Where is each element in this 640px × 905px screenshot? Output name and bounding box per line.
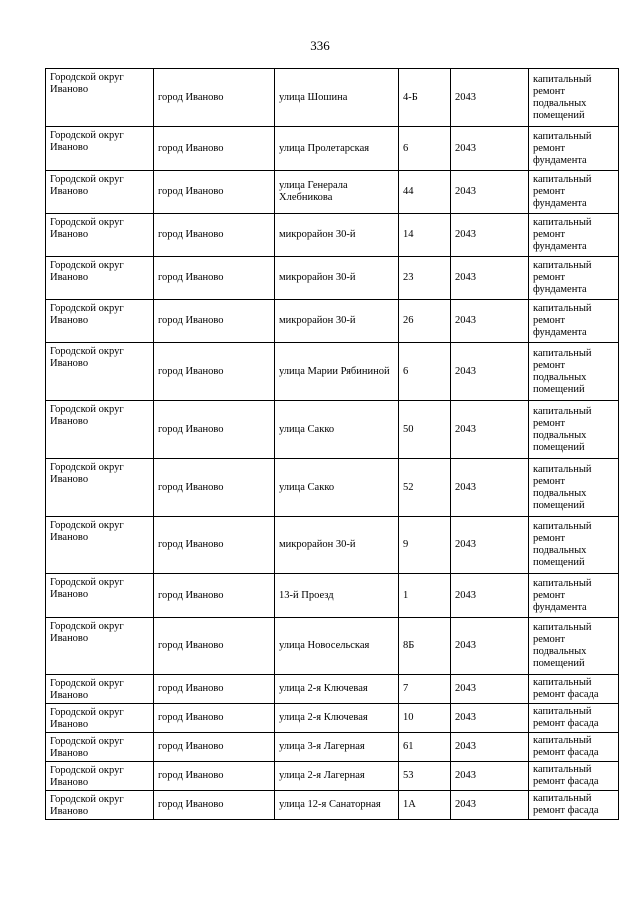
- work-type-cell: капитальный ремонт подвальных помещений: [529, 459, 619, 517]
- street-cell: улица 2-я Ключевая: [275, 675, 399, 704]
- locality-cell: город Иваново: [154, 574, 275, 618]
- year-cell: 2043: [451, 733, 529, 762]
- district-cell: Городской округ Иваново: [46, 214, 154, 257]
- house-number-cell: 1А: [399, 791, 451, 820]
- work-type-cell: капитальный ремонт фасада: [529, 704, 619, 733]
- street-cell: 13-й Проезд: [275, 574, 399, 618]
- house-number-cell: 6: [399, 127, 451, 171]
- locality-cell: город Иваново: [154, 127, 275, 171]
- street-cell: улица Сакко: [275, 459, 399, 517]
- year-cell: 2043: [451, 171, 529, 214]
- street-cell: улица Марии Рябининой: [275, 343, 399, 401]
- house-number-cell: 9: [399, 517, 451, 574]
- year-cell: 2043: [451, 704, 529, 733]
- locality-cell: город Иваново: [154, 459, 275, 517]
- work-type-cell: капитальный ремонт фундамента: [529, 300, 619, 343]
- locality-cell: город Иваново: [154, 300, 275, 343]
- work-type-cell: капитальный ремонт фундамента: [529, 171, 619, 214]
- district-cell: Городской округ Иваново: [46, 733, 154, 762]
- repair-schedule-table: [45, 68, 619, 820]
- district-cell: Городской округ Иваново: [46, 791, 154, 820]
- table-row: [46, 762, 619, 791]
- table-row: [46, 675, 619, 704]
- year-cell: 2043: [451, 618, 529, 675]
- year-cell: 2043: [451, 214, 529, 257]
- year-cell: 2043: [451, 574, 529, 618]
- work-type-cell: капитальный ремонт фасада: [529, 675, 619, 704]
- street-cell: микрорайон 30-й: [275, 517, 399, 574]
- work-type-cell: капитальный ремонт фундамента: [529, 127, 619, 171]
- work-type-cell: капитальный ремонт фундамента: [529, 574, 619, 618]
- table-row: [46, 574, 619, 618]
- house-number-cell: 52: [399, 459, 451, 517]
- street-cell: микрорайон 30-й: [275, 214, 399, 257]
- house-number-cell: 14: [399, 214, 451, 257]
- district-cell: Городской округ Иваново: [46, 300, 154, 343]
- house-number-cell: 50: [399, 401, 451, 459]
- district-cell: Городской округ Иваново: [46, 618, 154, 675]
- locality-cell: город Иваново: [154, 675, 275, 704]
- year-cell: 2043: [451, 401, 529, 459]
- work-type-cell: капитальный ремонт фасада: [529, 762, 619, 791]
- table-row: [46, 214, 619, 257]
- year-cell: 2043: [451, 343, 529, 401]
- street-cell: микрорайон 30-й: [275, 300, 399, 343]
- district-cell: Городской округ Иваново: [46, 69, 154, 127]
- locality-cell: город Иваново: [154, 791, 275, 820]
- page-number: 336: [310, 38, 330, 53]
- street-cell: улица Генерала Хлебникова: [275, 171, 399, 214]
- work-type-cell: капитальный ремонт подвальных помещений: [529, 401, 619, 459]
- locality-cell: город Иваново: [154, 733, 275, 762]
- work-type-cell: капитальный ремонт подвальных помещений: [529, 69, 619, 127]
- district-cell: Городской округ Иваново: [46, 171, 154, 214]
- street-cell: улица Новосельская: [275, 618, 399, 675]
- work-type-cell: капитальный ремонт фасада: [529, 733, 619, 762]
- work-type-cell: капитальный ремонт фасада: [529, 791, 619, 820]
- locality-cell: город Иваново: [154, 343, 275, 401]
- district-cell: Городской округ Иваново: [46, 517, 154, 574]
- street-cell: улица Сакко: [275, 401, 399, 459]
- house-number-cell: 44: [399, 171, 451, 214]
- house-number-cell: 26: [399, 300, 451, 343]
- year-cell: 2043: [451, 127, 529, 171]
- street-cell: микрорайон 30-й: [275, 257, 399, 300]
- house-number-cell: 6: [399, 343, 451, 401]
- table-row: [46, 401, 619, 459]
- street-cell: улица 3-я Лагерная: [275, 733, 399, 762]
- street-cell: улица Пролетарская: [275, 127, 399, 171]
- district-cell: Городской округ Иваново: [46, 574, 154, 618]
- table-row: [46, 618, 619, 675]
- table-row: [46, 459, 619, 517]
- locality-cell: город Иваново: [154, 214, 275, 257]
- house-number-cell: 1: [399, 574, 451, 618]
- year-cell: 2043: [451, 517, 529, 574]
- year-cell: 2043: [451, 69, 529, 127]
- district-cell: Городской округ Иваново: [46, 459, 154, 517]
- district-cell: Городской округ Иваново: [46, 675, 154, 704]
- district-cell: Городской округ Иваново: [46, 401, 154, 459]
- locality-cell: город Иваново: [154, 257, 275, 300]
- street-cell: улица 12-я Санаторная: [275, 791, 399, 820]
- table-row: [46, 343, 619, 401]
- locality-cell: город Иваново: [154, 517, 275, 574]
- work-type-cell: капитальный ремонт подвальных помещений: [529, 343, 619, 401]
- table-row: [46, 69, 619, 127]
- table-row: [46, 733, 619, 762]
- table-row: [46, 300, 619, 343]
- work-type-cell: капитальный ремонт подвальных помещений: [529, 618, 619, 675]
- work-type-cell: капитальный ремонт фундамента: [529, 257, 619, 300]
- street-cell: улица Шошина: [275, 69, 399, 127]
- table-row: [46, 517, 619, 574]
- table-row: [46, 257, 619, 300]
- district-cell: Городской округ Иваново: [46, 343, 154, 401]
- table-row: [46, 791, 619, 820]
- year-cell: 2043: [451, 675, 529, 704]
- district-cell: Городской округ Иваново: [46, 257, 154, 300]
- house-number-cell: 53: [399, 762, 451, 791]
- locality-cell: город Иваново: [154, 401, 275, 459]
- district-cell: Городской округ Иваново: [46, 704, 154, 733]
- house-number-cell: 7: [399, 675, 451, 704]
- district-cell: Городской округ Иваново: [46, 127, 154, 171]
- district-cell: Городской округ Иваново: [46, 762, 154, 791]
- street-cell: улица 2-я Лагерная: [275, 762, 399, 791]
- table-row: [46, 171, 619, 214]
- house-number-cell: 23: [399, 257, 451, 300]
- locality-cell: город Иваново: [154, 704, 275, 733]
- year-cell: 2043: [451, 257, 529, 300]
- house-number-cell: 8Б: [399, 618, 451, 675]
- locality-cell: город Иваново: [154, 762, 275, 791]
- locality-cell: город Иваново: [154, 171, 275, 214]
- table-row: [46, 127, 619, 171]
- year-cell: 2043: [451, 791, 529, 820]
- year-cell: 2043: [451, 762, 529, 791]
- locality-cell: город Иваново: [154, 69, 275, 127]
- work-type-cell: капитальный ремонт подвальных помещений: [529, 517, 619, 574]
- year-cell: 2043: [451, 300, 529, 343]
- house-number-cell: 61: [399, 733, 451, 762]
- street-cell: улица 2-я Ключевая: [275, 704, 399, 733]
- house-number-cell: 4-Б: [399, 69, 451, 127]
- house-number-cell: 10: [399, 704, 451, 733]
- year-cell: 2043: [451, 459, 529, 517]
- locality-cell: город Иваново: [154, 618, 275, 675]
- work-type-cell: капитальный ремонт фундамента: [529, 214, 619, 257]
- table-row: [46, 704, 619, 733]
